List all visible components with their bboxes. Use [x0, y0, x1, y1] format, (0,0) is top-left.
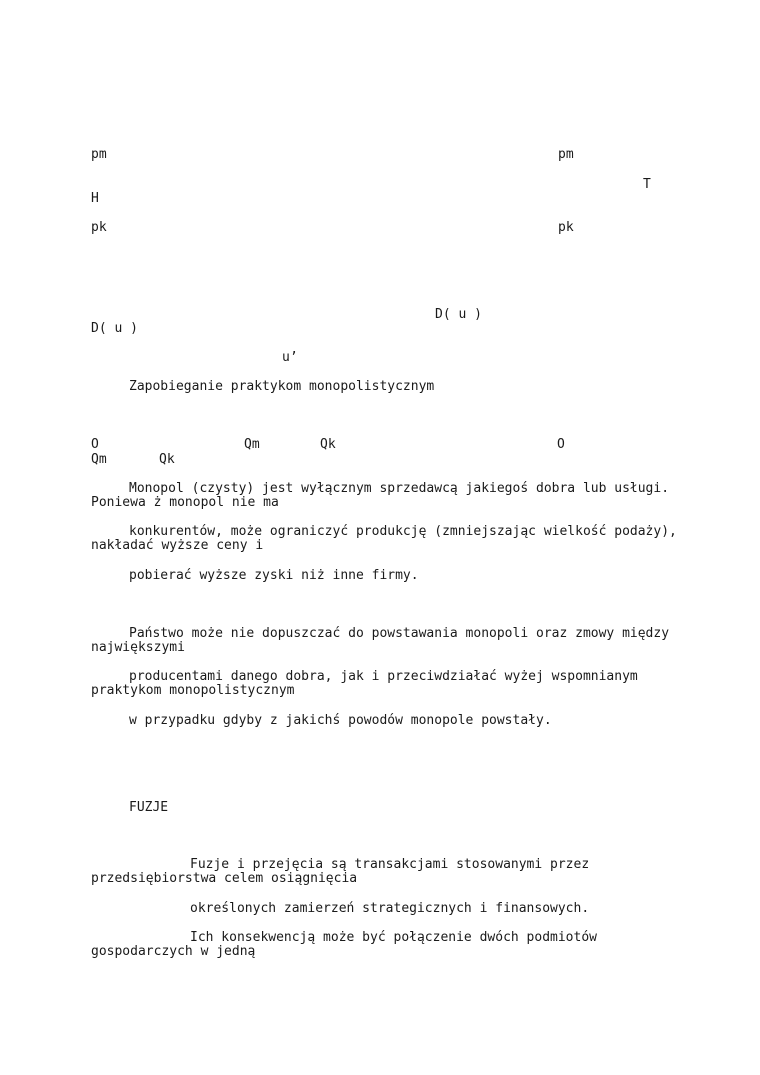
paragraph-line: w przypadku gdyby z jakichś powodów monopole powstały.: [129, 713, 552, 728]
section1-para1: [91, 482, 669, 510]
paragraph-line: Państwo może nie dopuszczać do powstawania monopoli oraz zmowy między: [129, 626, 670, 641]
paragraph-line: praktykom monopolistycznym: [91, 683, 295, 698]
right-demand-label: D( u ): [435, 307, 482, 322]
section1-heading: Zapobieganie praktykom monopolistycznym: [129, 379, 435, 394]
paragraph-line: producentami danego dobra, jak i przeciwdziałać wyżej wspomnianym: [129, 669, 638, 684]
paragraph-line: nakładać wyższe ceny i: [91, 538, 264, 553]
left-mr-label: u’: [282, 350, 298, 365]
paragraph-line: konkurentów, może ograniczyć produkcję (zmniejszając wielkość podaży),: [129, 524, 677, 539]
paragraph-line: pobierać wyższe zyski niż inne firmy.: [129, 568, 419, 583]
right-pm-label: pm: [558, 147, 574, 162]
section2-heading: FUZJE: [129, 800, 169, 815]
section2-para2: [91, 902, 589, 916]
paragraph-line: Ich konsekwencją może być połączenie dwóch podmiotów: [190, 930, 597, 945]
left-qk-label: Qk: [320, 437, 336, 452]
section1-para3: [91, 569, 419, 583]
left-qm-label: Qm: [244, 437, 260, 452]
right-t-label: T: [643, 177, 651, 192]
section1-para4: [91, 627, 669, 655]
right-pk-label: pk: [558, 220, 574, 235]
bottom-qk-label: Qk: [159, 452, 175, 467]
bottom-qm-label: Qm: [91, 452, 107, 467]
left-pk-label: pk: [91, 220, 107, 235]
left-h-label: H: [91, 191, 99, 206]
section1-para2: [91, 525, 677, 553]
left-demand-label: D( u ): [91, 321, 138, 336]
section1-para6: [91, 714, 552, 728]
paragraph-line: Monopol (czysty) jest wyłącznym sprzedawcą jakiegoś dobra lub usługi.: [129, 481, 670, 496]
paragraph-line: określonych zamierzeń strategicznych i finansowych.: [190, 901, 590, 916]
left-pm-label: pm: [91, 147, 107, 162]
paragraph-line: Fuzje i przejęcia są transakcjami stosowanymi przez: [190, 857, 590, 872]
paragraph-line: przedsiębiorstwa celem osiągnięcia: [91, 871, 358, 886]
section2-para1: [91, 858, 589, 886]
left-origin-label: O: [91, 437, 99, 452]
section1-para5: [91, 670, 638, 698]
paragraph-line: gospodarczych w jedną: [91, 944, 256, 959]
paragraph-line: największymi: [91, 640, 185, 655]
right-origin-label: O: [557, 437, 565, 452]
paragraph-line: Poniewa ż monopol nie ma: [91, 495, 279, 510]
section2-para3: [91, 931, 597, 959]
